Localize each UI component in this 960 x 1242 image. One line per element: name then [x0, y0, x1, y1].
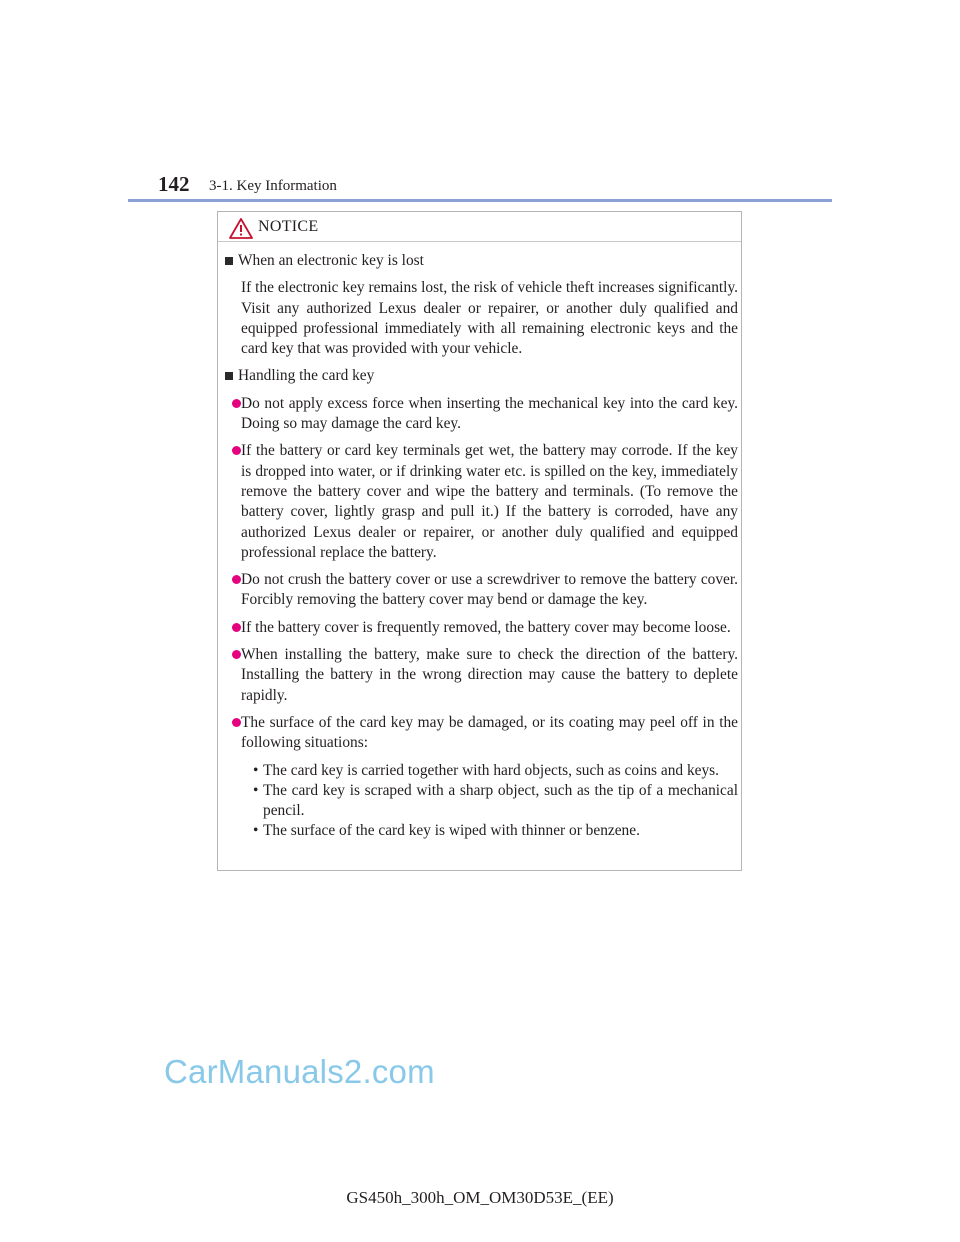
list-item — [241, 394, 738, 435]
list-item — [241, 570, 738, 611]
bullet-dot-icon — [232, 718, 241, 727]
header-rule — [128, 199, 832, 202]
bullet-icon: • — [253, 761, 259, 779]
bullet-icon: • — [253, 822, 259, 840]
watermark: CarManuals2.com — [164, 1053, 435, 1090]
paragraph: If the electronic key remains lost, the risk of vehicle theft increases significantly. Visit any authorized Lexus dealer or repairer, or another duly qualified and equipped professional immediately with all remaining electronic keys and the card key that was provided with your vehicle. — [241, 279, 738, 358]
bullet-icon: • — [253, 781, 259, 799]
sub-list-item — [253, 761, 738, 781]
list-item — [241, 645, 738, 706]
list-item-text: Do not crush the battery cover or use a screwdriver to remove the battery cover. Forcibly removing the battery cover may bend or damage the key. — [241, 571, 738, 609]
list-item-text: Do not apply excess force when inserting the mechanical key into the card key. Doing so may damage the card key. — [241, 394, 738, 433]
notice-label: NOTICE — [258, 218, 319, 235]
sub-list-item — [253, 821, 738, 841]
list-item — [241, 441, 738, 563]
bullet-dot-icon — [232, 399, 241, 408]
notice-box — [217, 211, 742, 871]
list-item — [241, 713, 738, 754]
section-title: 3-1. Key Information — [209, 178, 337, 194]
section-heading: Handling the card key — [225, 366, 738, 386]
sub-list-item-text: The card key is carried together with hard objects, such as coins and keys. — [263, 761, 720, 779]
bullet-dot-icon — [232, 575, 241, 584]
section-heading: When an electronic key is lost — [225, 251, 738, 271]
list-item-text: If the battery or card key terminals get wet, the battery may corrode. If the key is dropped into water, or if drinking water etc. is spilled on the key, immediately remove the battery cover and wipe the battery and terminals. (To remove the battery cover, lightly grasp and pull it.) If the battery is corroded, have any authorized Lexus dealer or repairer, or another duly qualified and equipped professional replace the battery. — [241, 442, 738, 561]
list-item — [241, 618, 738, 638]
page-number: 142 — [158, 172, 190, 196]
sub-list-item — [253, 781, 738, 822]
list-item-text: When installing the battery, make sure to check the direction of the battery. Installing the battery in the wrong direction may cause the battery to deplete rapidly. — [241, 646, 738, 704]
bullet-dot-icon — [232, 446, 241, 455]
warning-triangle-icon — [229, 218, 253, 239]
bullet-dot-icon — [232, 623, 241, 632]
sub-list-item-text: The surface of the card key is wiped with thinner or benzene. — [263, 822, 640, 840]
list-item-text: The surface of the card key may be damaged, or its coating may peel off in the following situations: — [241, 713, 738, 752]
footer-doc-code: GS450h_300h_OM_OM30D53E_(EE) — [346, 1188, 614, 1207]
notice-header — [218, 212, 741, 242]
list-item-text: If the battery cover is frequently removed, the battery cover may become loose. — [241, 618, 731, 636]
bullet-dot-icon — [232, 650, 241, 659]
notice-body — [225, 251, 738, 842]
sub-list-item-text: The card key is scraped with a sharp object, such as the tip of a mechanical pencil. — [263, 781, 738, 820]
